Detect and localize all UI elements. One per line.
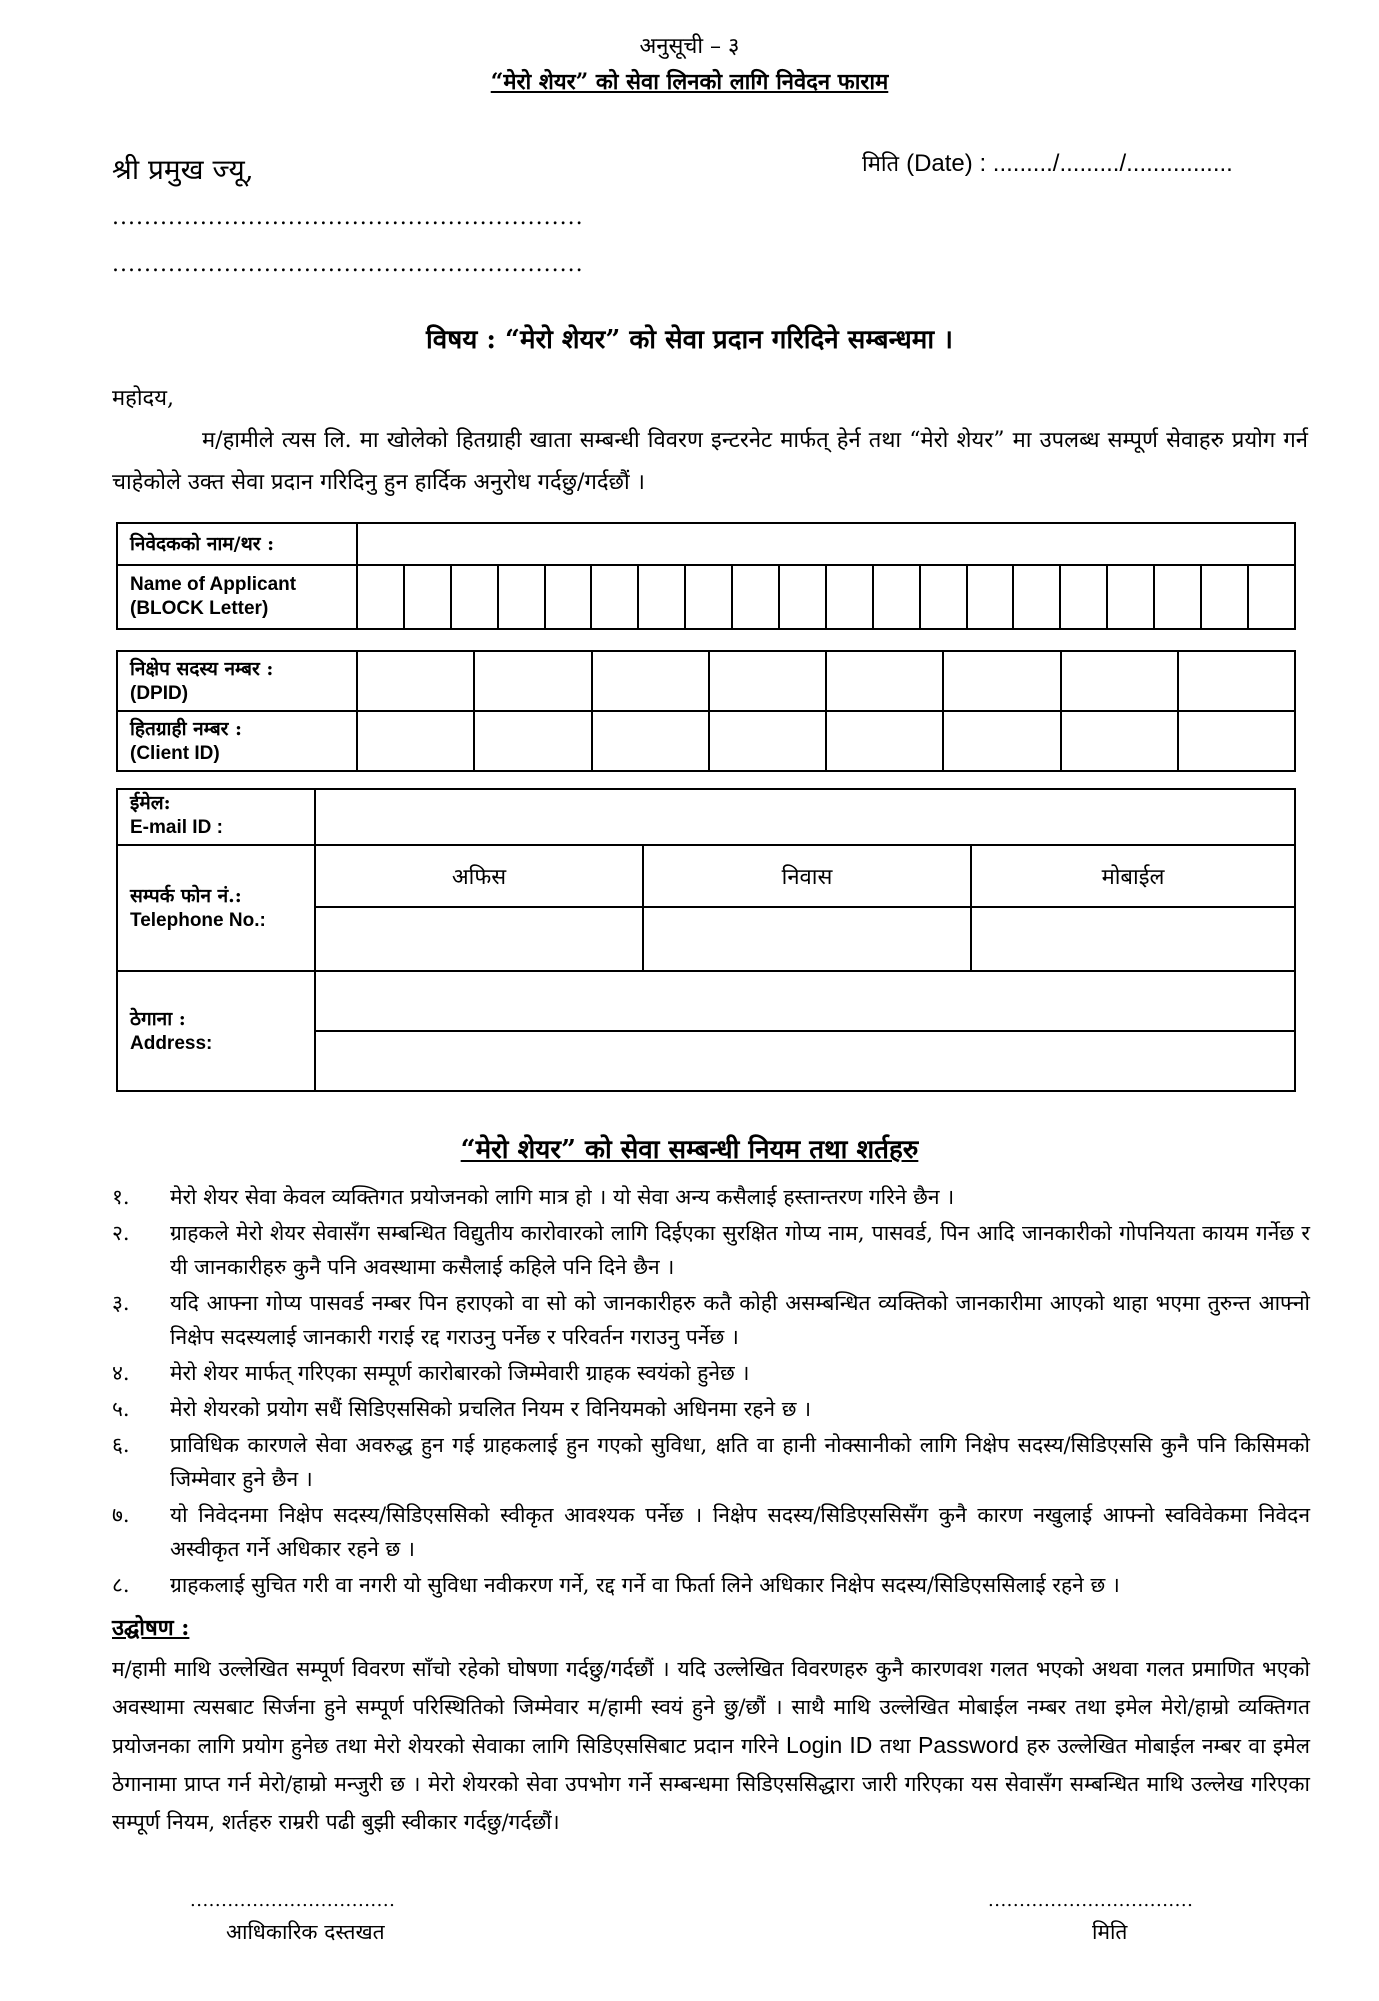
letter-box[interactable] [638, 565, 685, 629]
date-label-np: मिति [862, 152, 900, 177]
residence-phone-field[interactable] [643, 907, 971, 971]
rule-number: ३. [112, 1291, 130, 1315]
form-title [0, 66, 1379, 96]
address-field-1[interactable] [315, 971, 1295, 1031]
client-id-box[interactable] [1061, 711, 1178, 771]
dpid-box[interactable] [1178, 651, 1295, 711]
rule-number: ४. [112, 1361, 130, 1385]
rule-number: १. [112, 1185, 130, 1209]
rule-number: ५. [112, 1397, 130, 1421]
rule-number: ७. [112, 1503, 130, 1527]
letter-box[interactable] [591, 565, 638, 629]
addressee-line-2[interactable]: ........................................................... [112, 252, 584, 277]
dpid-box[interactable] [826, 651, 943, 711]
phone-col-office: अफिस [315, 845, 643, 907]
dpid-box[interactable] [357, 651, 474, 711]
phone-col-mobile: मोबाईल [971, 845, 1295, 907]
declaration-heading: उद्घोषण : [112, 1615, 190, 1641]
letter-box[interactable] [1201, 565, 1248, 629]
declaration-part-1: म/हामी माथि उल्लेखित सम्पूर्ण विवरण साँचो रहेको घोषणा गर्दछु/गर्दछौं । यदि उल्लेखित विवरणहरु कुनै कारणवश गलत भएको अथवा गलत प्रमाणित भएको अवस्थामा त्यसबाट सिर्जना हुने सम्पूर्ण परिस्थितिको जिम्मेवार म/हामी स्वयं हुने छु/छौं । साथै माथि उल्लेखित मोबाईल नम्बर तथा इमेल मेरो/हाम्रो व्यक्तिगत प्रयोजनका लागि प्रयोग हुनेछ तथा मेरो शेयरको सेवाका लागि सिडिएससिबाट प्रदान गरिने [112, 1657, 1310, 1758]
date-blank[interactable]: ........./........./................ [986, 150, 1233, 177]
signature-date-label: मिति [1092, 1920, 1128, 1944]
rule-item [112, 1286, 1310, 1354]
schedule-number: अनुसूची – ३ [639, 34, 740, 59]
letter-box[interactable] [1107, 565, 1154, 629]
request-paragraph: म/हामीले त्यस लि. मा खोलेको हितग्राही खाता सम्बन्धी विवरण इन्टरनेट मार्फत् हेर्न तथा “मेरो शेयर” मा उपलब्ध सम्पूर्ण सेवाहरु प्रयोग गर्न चाहेकोले उक्त सेवा प्रदान गरिदिनु हुन हार्दिक अनुरोध गर्दछु/गर्दछौं । [112, 428, 1308, 495]
rule-text: ग्राहकले मेरो शेयर सेवासँग सम्बन्धित विद्युतीय कारोवारको लागि दिईएका सुरक्षित गोप्य नाम, पासवर्ड, पिन आदि जानकारीको गोपनियता कायम गर्नेछ र यी जानकारीहरु कुनै पनि अवस्थामा कसैलाई कहिले पनि दिने छैन । [170, 1221, 1310, 1279]
addressee-line-1[interactable]: ........................................................... [112, 205, 584, 230]
client-id-box[interactable] [474, 711, 591, 771]
rule-number: ६. [112, 1433, 130, 1457]
client-id-label: हितग्राही नम्बर : (Client ID) [117, 711, 357, 771]
rule-text: मेरो शेयरको प्रयोग सधैं सिडिएससिको प्रचलित नियम र विनियमको अधिनमा रहने छ । [170, 1397, 812, 1421]
dpid-client-table [116, 650, 1296, 772]
salutation: श्री प्रमुख ज्यू, [112, 153, 254, 186]
rules-title [0, 1130, 1379, 1166]
phone-label: सम्पर्क फोन नं.: Telephone No.: [117, 845, 315, 971]
letter-box[interactable] [498, 565, 545, 629]
letter-box[interactable] [873, 565, 920, 629]
letter-box[interactable] [1248, 565, 1295, 629]
letter-box[interactable] [920, 565, 967, 629]
declaration-password: Password [917, 1732, 1019, 1758]
letter-box[interactable] [1060, 565, 1107, 629]
rule-text: प्राविधिक कारणले सेवा अवरुद्ध हुन गई ग्राहकलाई हुन गएको सुविधा, क्षति वा हानी नोक्सानीको लागि निक्षेप सदस्य/सिडिएससि कुनै पनि किसिमको जिम्मेवार हुने छैन । [170, 1433, 1310, 1491]
rule-item [112, 1216, 1310, 1284]
letter-box[interactable] [826, 565, 873, 629]
dpid-box[interactable] [943, 651, 1060, 711]
rules-list [112, 1180, 1310, 1604]
client-id-box[interactable] [1178, 711, 1295, 771]
rule-item [112, 1392, 1310, 1426]
rule-number: २. [112, 1221, 130, 1245]
dpid-box[interactable] [592, 651, 709, 711]
rule-text: यदि आफ्ना गोप्य पासवर्ड नम्बर पिन हराएको वा सो को जानकारीहरु कतै कोही असम्बन्धित व्यक्तिको जानकारीमा आएको थाहा भएमा तुरुन्त आफ्नो निक्षेप सदस्यलाई जानकारी गराई रद्द गराउनु पर्नेछ र परिवर्तन गराउनु पर्नेछ । [170, 1291, 1310, 1349]
letter-box[interactable] [1154, 565, 1201, 629]
address-field-2[interactable] [315, 1031, 1295, 1091]
rule-number: ८. [112, 1573, 130, 1597]
rule-item [112, 1498, 1310, 1566]
phone-col-residence: निवास [643, 845, 971, 907]
declaration-login-id: Login ID [786, 1732, 873, 1758]
letter-box[interactable] [732, 565, 779, 629]
signature-line[interactable]: ................................. [190, 1890, 396, 1911]
form-title-text: “मेरो शेयर” को सेवा लिनको लागि निवेदन फाराम [490, 69, 889, 95]
signature-date-line[interactable]: ................................. [988, 1890, 1194, 1911]
letter-box[interactable] [779, 565, 826, 629]
client-id-box[interactable] [709, 711, 826, 771]
dpid-label: निक्षेप सदस्य नम्बर : (DPID) [117, 651, 357, 711]
declaration-part-2: तथा [872, 1734, 918, 1758]
applicant-name-np-field[interactable] [357, 523, 1295, 565]
signature-label: आधिकारिक दस्तखत [226, 1920, 385, 1944]
letter-box[interactable] [1013, 565, 1060, 629]
letter-box[interactable] [357, 565, 404, 629]
rule-text: मेरो शेयर सेवा केवल व्यक्तिगत प्रयोजनको लागि मात्र हो । यो सेवा अन्य कसैलाई हस्तान्तरण गरिने छैन । [170, 1185, 955, 1209]
declaration-paragraph [112, 1650, 1310, 1841]
dpid-box[interactable] [1061, 651, 1178, 711]
dpid-box[interactable] [474, 651, 591, 711]
email-label: ईमेल: E-mail ID : [117, 789, 315, 845]
letter-box[interactable] [451, 565, 498, 629]
mobile-phone-field[interactable] [971, 907, 1295, 971]
applicant-label-en: Name of Applicant (BLOCK Letter) [117, 565, 357, 629]
office-phone-field[interactable] [315, 907, 643, 971]
letter-box[interactable] [685, 565, 732, 629]
subject-line: विषय : “मेरो शेयर” को सेवा प्रदान गरिदिने सम्बन्धमा । [426, 325, 953, 355]
rules-title-text: “मेरो शेयर” को सेवा सम्बन्धी नियम तथा शर्तहरु [460, 1135, 919, 1165]
client-id-box[interactable] [357, 711, 474, 771]
rule-item [112, 1568, 1310, 1602]
client-id-box[interactable] [592, 711, 709, 771]
rule-item [112, 1428, 1310, 1496]
rule-item [112, 1180, 1310, 1214]
applicant-name-table [116, 522, 1296, 630]
email-field[interactable] [315, 789, 1295, 845]
greeting: महोदय, [112, 386, 174, 411]
address-label: ठेगाना : Address: [117, 971, 315, 1091]
letter-box[interactable] [967, 565, 1014, 629]
rule-text: ग्राहकलाई सुचित गरी वा नगरी यो सुविधा नवीकरण गर्ने, रद्द गर्ने वा फिर्ता लिने अधिकार निक्षेप सदस्य/सिडिएससिलाई रहने छ । [170, 1573, 1120, 1597]
letter-box[interactable] [404, 565, 451, 629]
letter-box[interactable] [545, 565, 592, 629]
date-label-en: (Date) : [906, 150, 987, 177]
contact-table [116, 788, 1296, 1092]
declaration-part-3: हरु उल्लेखित मोबाईल नम्बर वा इमेल ठेगानामा प्राप्त गर्न मेरो/हाम्रो मन्जुरी छ । मेरो शेयरको सेवा उपभोग गर्ने सम्बन्धमा सिडिएससिद्धारा जारी गरिएका यस सेवासँग सम्बन्धित माथि उल्लेख गरिएका सम्पूर्ण नियम, शर्तहरु राम्ररी पढी बुझी स्वीकार गर्दछु/गर्दछौं। [112, 1734, 1310, 1834]
client-id-box[interactable] [826, 711, 943, 771]
dpid-box[interactable] [709, 651, 826, 711]
date-field[interactable] [862, 148, 1233, 178]
rule-text: यो निवेदनमा निक्षेप सदस्य/सिडिएससिको स्वीकृत आवश्यक पर्नेछ । निक्षेप सदस्य/सिडिएससिसँग कुनै कारण नखुलाई आफ्नो स्वविवेकमा निवेदन अस्वीकृत गर्ने अधिकार रहने छ । [170, 1503, 1310, 1561]
rule-item [112, 1356, 1310, 1390]
applicant-label-np: निवेदकको नाम/थर : [117, 523, 357, 565]
rule-text: मेरो शेयर मार्फत् गरिएका सम्पूर्ण कारोबारको जिम्मेवारी ग्राहक स्वयंको हुनेछ । [170, 1361, 750, 1385]
client-id-box[interactable] [943, 711, 1060, 771]
